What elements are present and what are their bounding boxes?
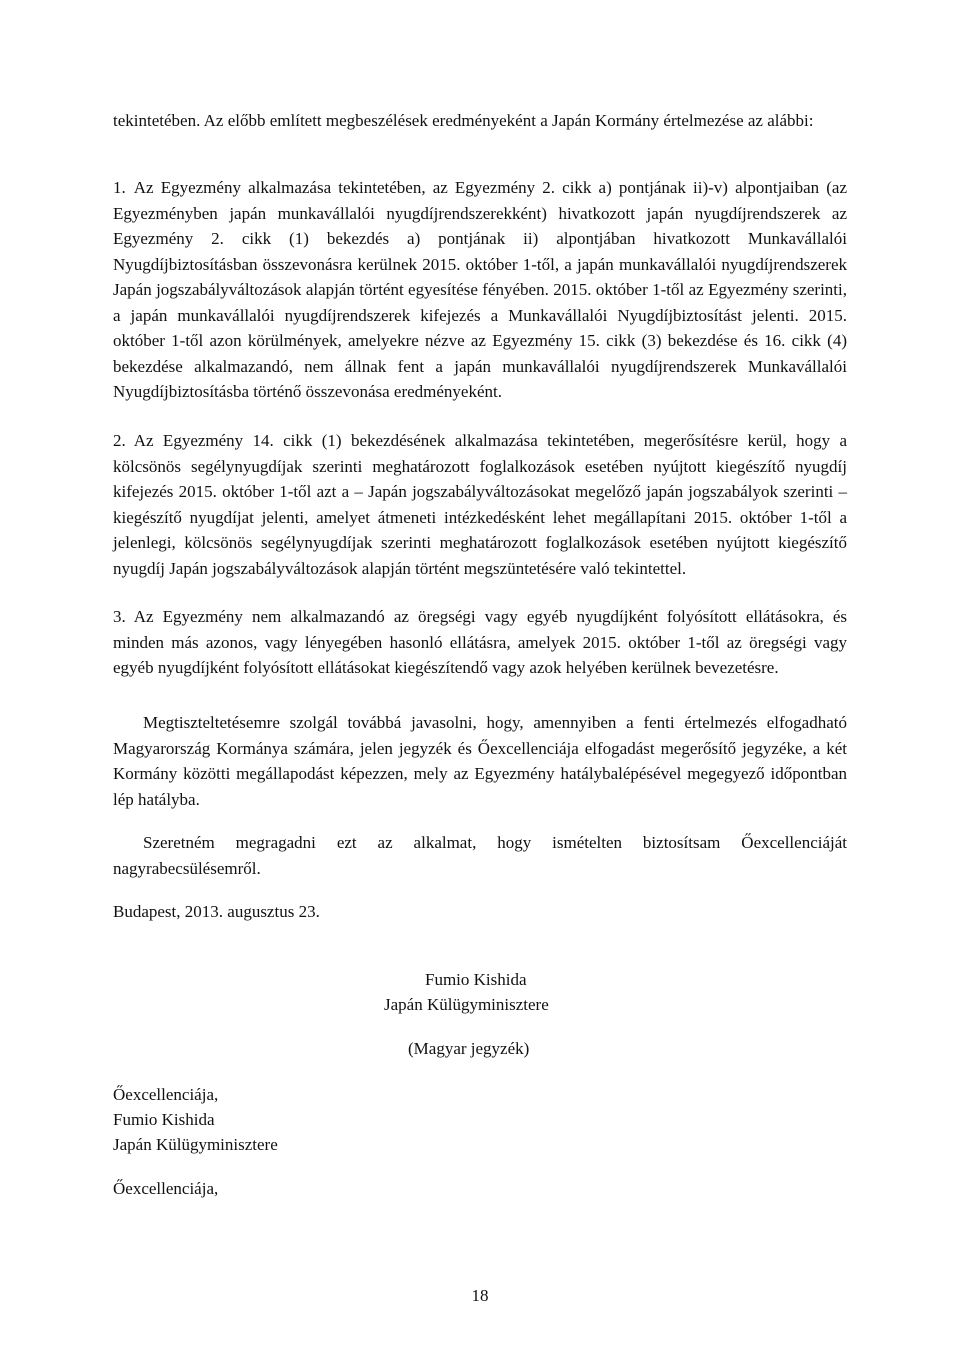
item-1-number: 1.: [113, 178, 126, 197]
item-2-paragraph: [113, 428, 847, 581]
signatory-title: Japán Külügyminisztere: [384, 995, 549, 1014]
item-1-text: Az Egyezmény alkalmazása tekintetében, az Egyezmény 2. cikk a) pontjának ii)-v) alpontjaiban (az Egyezményben japán munkavállalói nyugdíjrendszerekként) hivatkozott japán nyugdíjrendszerek az Egyezmény 2. cikk (1) bekezdés a) pontjának ii) alpontjában hivatkozott Munkavállalói Nyugdíjbiztosításban összevonásra kerülnek 2015. október 1-től, a japán munkavállalói nyugdíjrendszerek Japán jogszabályváltozások alapján történt egyesítése fényében. 2015. október 1-től az Egyezmény szerinti, a japán munkavállalói nyugdíjrendszerek kifejezés a Munkavállalói Nyugdíjbiztosítást jelenti. 2015. október 1-től azon körülmények, amelyekre nézve az Egyezmény 15. cikk (3) bekezdése és 16. cikk (4) bekezdése alkalmazandó, nem állnak fent a japán munkavállalói nyugdíjrendszerek Munkavállalói Nyugdíjbiztosításba történő összevonása eredményeként.: [113, 178, 847, 401]
addressee-title: Japán Külügyminisztere: [113, 1135, 278, 1154]
intro-paragraph: tekintetében. Az előbb említett megbeszélések eredményeként a Japán Kormány értelmezése az alábbi:: [113, 111, 814, 130]
addressee-salutation: Őexcellenciája,: [113, 1085, 219, 1104]
page-number: 18: [471, 1286, 489, 1305]
closing-paragraph: Szeretném megragadni ezt az alkalmat, hogy ismételten biztosítsam Őexcellenciáját nagyrabecsülésemről.: [113, 833, 847, 878]
note-label: (Magyar jegyzék): [408, 1039, 530, 1058]
proposal-paragraph: Megtiszteltetésemre szolgál továbbá javasolni, hogy, amennyiben a fenti értelmezés elfogadható Magyarország Kormánya számára, jelen jegyzék és Őexcellenciája elfogadást megerősítő jegyzéke, a két Kormány közötti megállapodást képezzen, mely az Egyezmény hatálybalépésével megegyező időpontban lép hatályba.: [113, 713, 847, 809]
closing-salutation: Őexcellenciája,: [113, 1179, 219, 1198]
item-2-number: 2.: [113, 431, 126, 450]
item-3-paragraph: [113, 604, 847, 681]
item-3-number: 3.: [113, 607, 126, 626]
item-3-text: Az Egyezmény nem alkalmazandó az öregségi vagy egyéb nyugdíjként folyósított ellátásokra, és minden más azonos, vagy lényegében hasonló ellátásra, amelyek 2015. október 1-től az öregségi vagy egyéb nyugdíjként folyósított ellátásokat kiegészítendő vagy azok helyében kerülnek bevezetésre.: [113, 607, 847, 677]
place-date: Budapest, 2013. augusztus 23.: [113, 902, 320, 921]
item-1-paragraph: [113, 175, 847, 405]
addressee-name: Fumio Kishida: [113, 1110, 215, 1129]
item-2-text: Az Egyezmény 14. cikk (1) bekezdésének alkalmazása tekintetében, megerősítésre kerül, hogy a kölcsönös segélynyugdíjak szerinti meghatározott foglalkozások esetében nyújtott kiegészítő nyugdíj kifejezés 2015. október 1-től azt a – Japán jogszabályváltozásokat megelőző japán jogszabályok szerinti – kiegészítő nyugdíjat jelenti, amelyet átmeneti intézkedésként lehet megállapítani 2015. október 1-től a jelenlegi, kölcsönös segélynyugdíjak szerinti meghatározott foglalkozások esetében nyújtott kiegészítő nyugdíj Japán jogszabályváltozások alapján történt megszüntetésére való tekintettel.: [113, 431, 847, 578]
signatory-name: Fumio Kishida: [425, 970, 527, 989]
